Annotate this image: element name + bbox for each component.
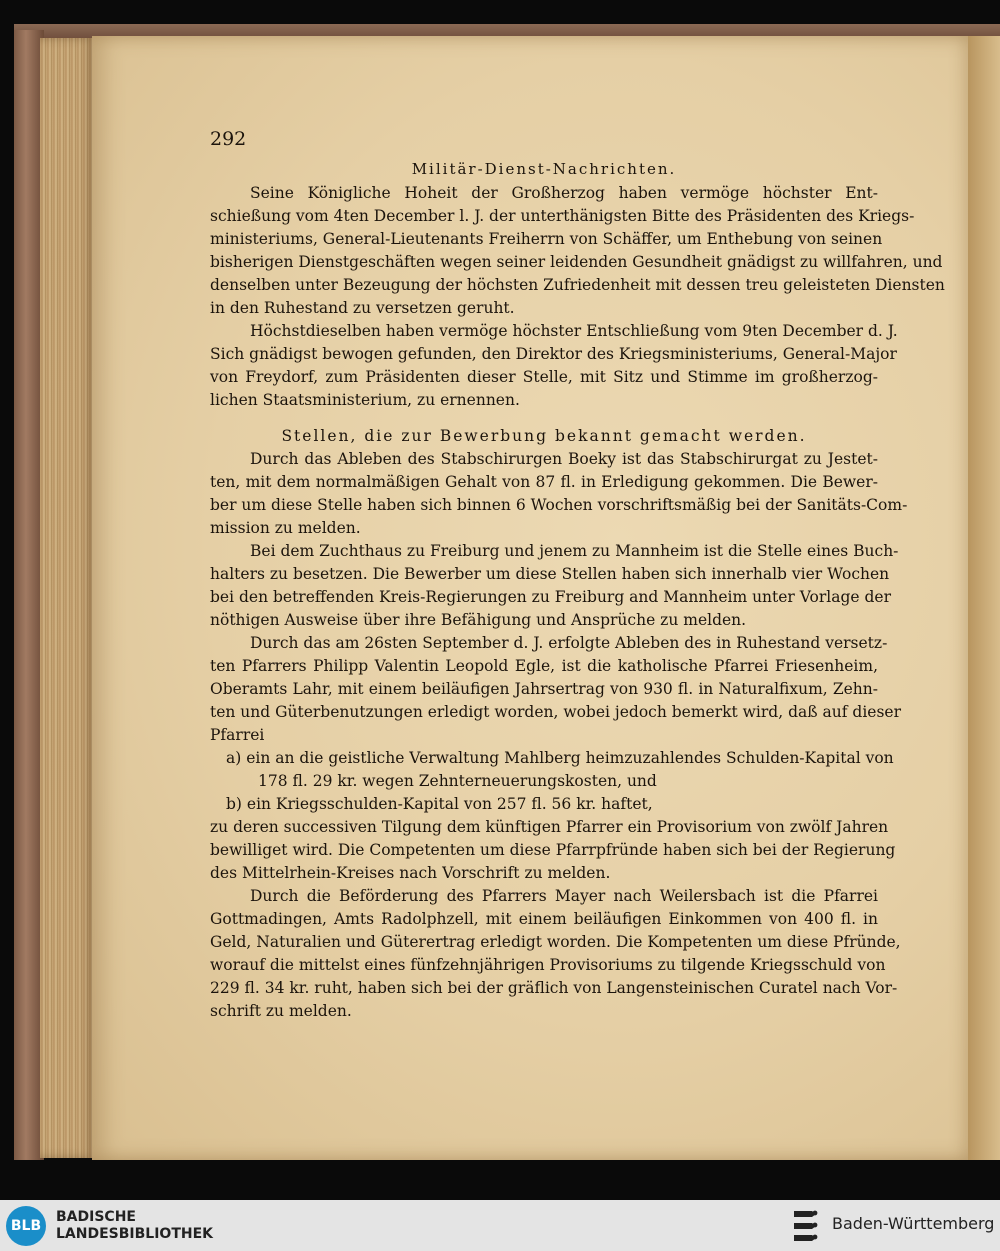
section-heading-vacancies: Stellen, die zur Bewerbung bekannt gemacht werden. bbox=[281, 427, 807, 445]
page-edges bbox=[40, 38, 95, 1158]
list-item-b: b) ein Kriegsschulden-Kapital von 257 fl. 56 kr. haftet, bbox=[226, 795, 653, 813]
text-line: in den Ruhestand zu versetzen geruht. bbox=[210, 299, 515, 317]
text-line: Geld, Naturalien und Güterertrag erledigt worden. Die Kompetenten um diese Pfründe, bbox=[210, 933, 901, 951]
text-line: bewilliget wird. Die Competenten um diese Pfarrpfründe haben sich bei der Regierung bbox=[210, 841, 896, 859]
text-line: ten Pfarrers Philipp Valentin Leopold Egle, ist die katholische Pfarrei Friesenheim, bbox=[210, 657, 878, 675]
text-line: zu deren successiven Tilgung dem künftigen Pfarrer ein Provisorium von zwölf Jahren bbox=[210, 818, 889, 836]
text-line: bisherigen Dienstgeschäften wegen seiner leidenden Gesundheit gnädigst zu willfahren, und bbox=[210, 253, 943, 271]
blb-library-name[interactable] bbox=[56, 1209, 213, 1243]
text-line: Durch das am 26sten September d. J. erfolgte Ableben des in Ruhestand versetz- bbox=[250, 634, 888, 652]
text-line: 229 fl. 34 kr. ruht, haben sich bei der gräflich von Langensteinischen Curatel nach Vor- bbox=[210, 979, 898, 997]
list-item-a-cont: 178 fl. 29 kr. wegen Zehnterneuerungskosten, und bbox=[258, 772, 657, 790]
page-number: 292 bbox=[210, 128, 247, 150]
text-line: lichen Staatsministerium, zu ernennen. bbox=[210, 391, 520, 409]
lions-crest-icon bbox=[790, 1207, 822, 1245]
text-line: Bei dem Zuchthaus zu Freiburg und jenem zu Mannheim ist die Stelle eines Buch- bbox=[250, 542, 899, 560]
text-line: Pfarrei bbox=[210, 726, 265, 744]
text-line: Durch die Beförderung des Pfarrers Mayer nach Weilersbach ist die Pfarrei bbox=[250, 887, 878, 905]
text-line: Höchstdieselben haben vermöge höchster Entschließung vom 9ten December d. J. bbox=[250, 322, 898, 340]
text-line: halters zu besetzen. Die Bewerber um diese Stellen haben sich innerhalb vier Wochen bbox=[210, 565, 890, 583]
next-page-edge bbox=[968, 36, 1000, 1160]
text-line: denselben unter Bezeugung der höchsten Zufriedenheit mit dessen treu geleisteten Diensten bbox=[210, 276, 945, 294]
text-line: ministeriums, General-Lieutenants Freiherrn von Schäffer, um Enthebung von seinen bbox=[210, 230, 883, 248]
text-line: schrift zu melden. bbox=[210, 1002, 352, 1020]
text-line: ber um diese Stelle haben sich binnen 6 Wochen vorschriftsmäßig bei der Sanitäts-Com- bbox=[210, 496, 908, 514]
baden-wuerttemberg-label[interactable]: Baden-Württemberg bbox=[832, 1214, 995, 1233]
text-line: Gottmadingen, Amts Radolphzell, mit einem beiläufigen Einkommen von 400 fl. in bbox=[210, 910, 878, 928]
text-line: Durch das Ableben des Stabschirurgen Boeky ist das Stabschirurgat zu Jestet- bbox=[250, 450, 878, 468]
text-line: mission zu melden. bbox=[210, 519, 361, 537]
text-line: bei den betreffenden Kreis-Regierungen zu Freiburg and Mannheim unter Vorlage der bbox=[210, 588, 892, 606]
text-line: von Freydorf, zum Präsidenten dieser Stelle, mit Sitz und Stimme im großherzog- bbox=[210, 368, 878, 386]
blb-line2: LANDESBIBLIOTHEK bbox=[56, 1226, 214, 1242]
section-heading-military: Militär-Dienst-Nachrichten. bbox=[411, 160, 677, 178]
blb-line1: BADISCHE bbox=[56, 1209, 136, 1225]
text-line: nöthigen Ausweise über ihre Befähigung und Ansprüche zu melden. bbox=[210, 611, 747, 629]
list-item-a: a) ein an die geistliche Verwaltung Mahlberg heimzuzahlendes Schulden-Kapital von bbox=[226, 749, 894, 767]
text-line: des Mittelrhein-Kreises nach Vorschrift zu melden. bbox=[210, 864, 611, 882]
blb-logo[interactable]: BLB bbox=[6, 1206, 46, 1246]
text-line: Sich gnädigst bewogen gefunden, den Direktor des Kriegsministeriums, General-Major bbox=[210, 345, 897, 363]
footer-bar bbox=[0, 1200, 1000, 1251]
text-line: worauf die mittelst eines fünfzehnjährigen Provisoriums zu tilgende Kriegsschuld von bbox=[210, 956, 886, 974]
text-line: Oberamts Lahr, mit einem beiläufigen Jahrsertrag von 930 fl. in Naturalfixum, Zehn- bbox=[210, 680, 878, 698]
text-line: schießung vom 4ten December l. J. der unterthänigsten Bitte des Präsidenten des Kriegs- bbox=[210, 207, 915, 225]
text-line: ten und Güterbenutzungen erledigt worden, wobei jedoch bemerkt wird, daß auf dieser bbox=[210, 703, 901, 721]
text-line: Seine Königliche Hoheit der Großherzog haben vermöge höchster Ent- bbox=[250, 184, 878, 202]
text-line: ten, mit dem normalmäßigen Gehalt von 87 fl. in Erledigung gekommen. Die Bewer- bbox=[210, 473, 878, 491]
